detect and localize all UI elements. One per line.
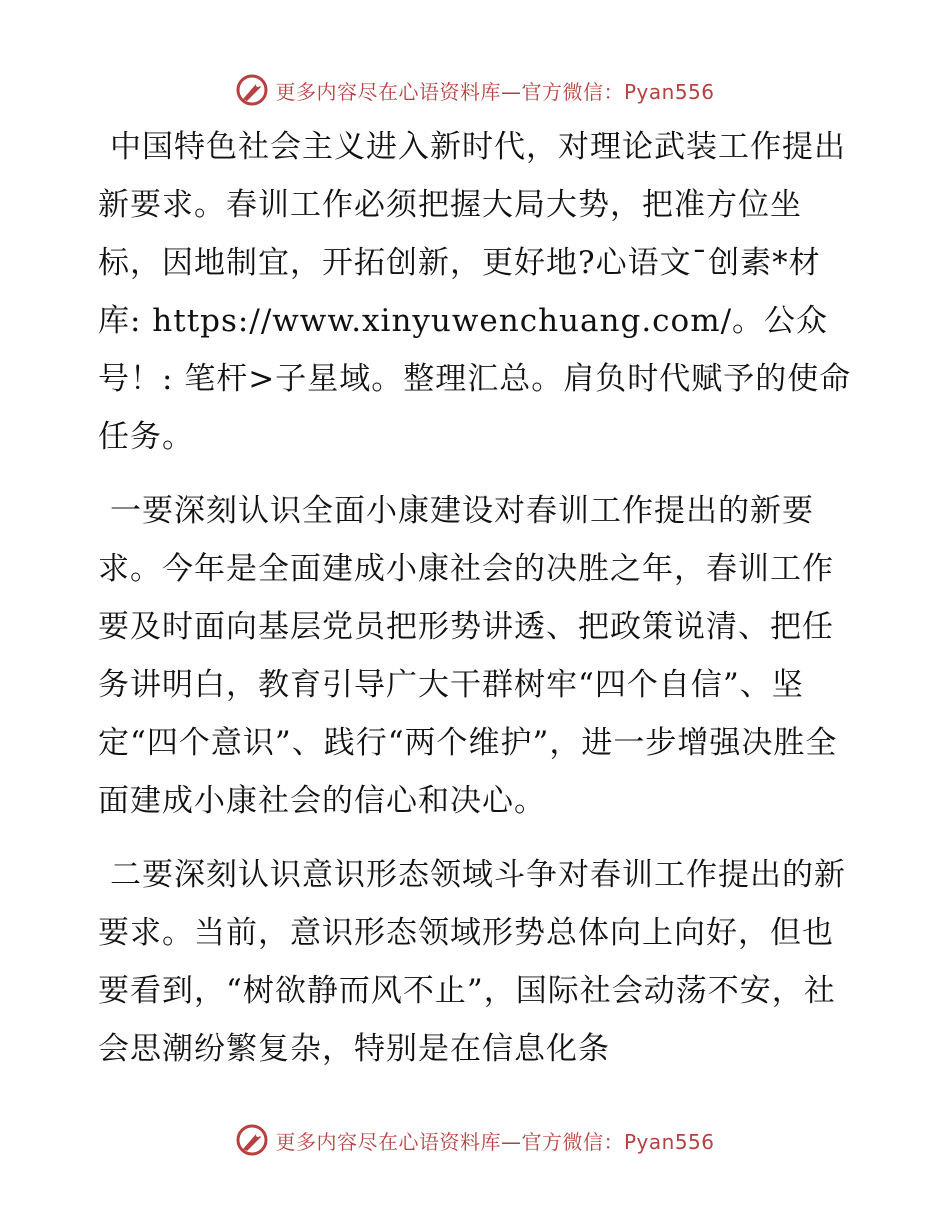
banner-wechat-id: Pyan556 [623, 79, 715, 104]
banner-text [275, 1126, 714, 1155]
pen-nib-logo-icon [235, 73, 269, 107]
banner-official-label: 官方微信： [521, 1129, 624, 1154]
banner-site-name: 更多内容尽在心语资料库 [275, 1129, 501, 1154]
paragraph-1: 中国特色社会主义进入新时代，对理论武装工作提出新要求。春训工作必须把握大局大势，把准方位坐标，因地制宜，开拓创新，更好地?心语文¯创素*材库: https://www.xinyuwenchuang.com/。公众号！: 笔杆>子星域。整理汇总。肩负时代赋予的使命任务。 [98, 129, 852, 455]
footer-banner [0, 1120, 950, 1160]
paragraph-2: 一要深刻认识全面小康建设对春训工作提出的新要求。今年是全面建成小康社会的决胜之年，春训工作要及时面向基层党员把形势讲透、把政策说清、把任务讲明白，教育引导广大干群树牢“四个自信”、坚定“四个意识”、践行“两个维护”，进一步增强决胜全面建成小康社会的信心和决心。 [98, 493, 838, 819]
banner-wechat-id: Pyan556 [623, 1129, 715, 1154]
banner-official-label: 官方微信： [521, 79, 624, 104]
banner-site-name: 更多内容尽在心语资料库 [275, 79, 501, 104]
banner-text [275, 76, 714, 105]
document-body [98, 118, 858, 1094]
paragraph-3: 二要深刻认识意识形态领域斗争对春训工作提出的新要求。当前，意识形态领域形势总体向上向好，但也要看到，“树欲静而风不止”，国际社会动荡不安，社会思潮纷繁复杂，特别是在信息化条 [98, 857, 846, 1067]
banner-separator: — [500, 79, 522, 104]
banner-separator: — [500, 1129, 522, 1154]
pen-nib-logo-icon [235, 1123, 269, 1157]
header-banner [0, 70, 950, 110]
